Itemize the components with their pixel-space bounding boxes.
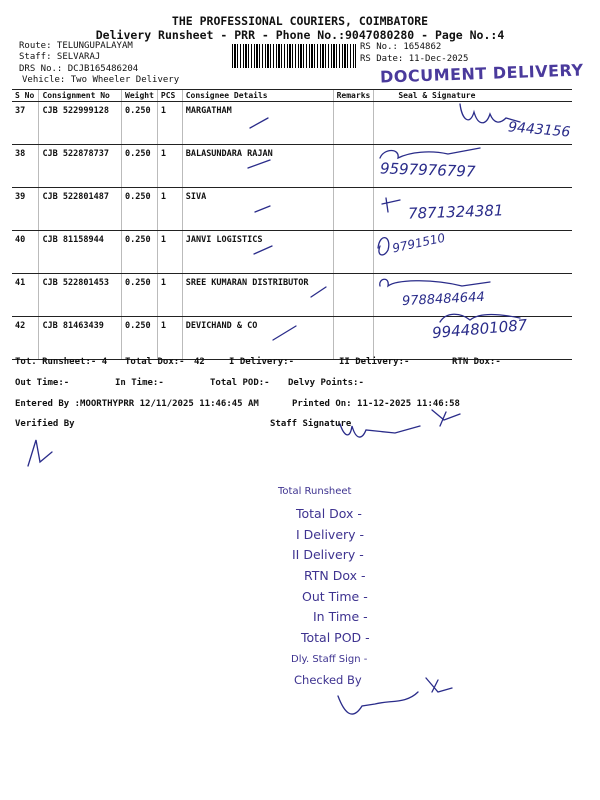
cell-pcs: 1 bbox=[157, 231, 182, 274]
staff-label: Staff: SELVARAJ bbox=[19, 52, 101, 62]
cell-weight: 0.250 bbox=[122, 274, 158, 317]
tick-mark bbox=[311, 287, 326, 297]
cell-weight: 0.250 bbox=[122, 317, 158, 360]
cell-sno: 41 bbox=[12, 274, 39, 317]
cell-consignee: SIVA bbox=[182, 188, 333, 231]
rs-date: RS Date: 11-Dec-2025 bbox=[360, 54, 469, 64]
cell-weight: 0.250 bbox=[122, 231, 158, 274]
verified-signature-scribble bbox=[28, 440, 52, 466]
stamp-total-runsheet: Total Runsheet bbox=[278, 486, 352, 497]
tick-mark bbox=[255, 206, 270, 212]
in-time-label: In Time:- bbox=[115, 378, 164, 388]
cell-consignment: CJB 522999128 bbox=[39, 102, 122, 145]
route-label: Route: TELUNGUPALAYAM bbox=[19, 41, 133, 51]
cell-consignee: DEVICHAND & CO bbox=[182, 317, 333, 360]
company-title: THE PROFESSIONAL COURIERS, COIMBATORE bbox=[171, 14, 429, 28]
i-delivery-label: I Delivery:- bbox=[229, 357, 295, 367]
col-header: Consignment No bbox=[39, 90, 122, 102]
cell-pcs: 1 bbox=[157, 317, 182, 360]
ii-delivery-label: II Delivery:- bbox=[339, 357, 410, 367]
total-dox-value: 42 bbox=[194, 357, 205, 367]
tick-mark bbox=[254, 246, 272, 254]
total-dox-label: Total Dox:- bbox=[125, 357, 185, 367]
cell-consignment: CJB 522801453 bbox=[39, 274, 122, 317]
cell-pcs: 1 bbox=[157, 188, 182, 231]
tick-mark bbox=[248, 160, 270, 168]
handwritten-phone: 9443156 bbox=[507, 119, 571, 141]
col-header: Consignee Details bbox=[182, 90, 333, 102]
stamp-dly-staff-sign: Dly. Staff Sign - bbox=[291, 654, 368, 665]
stamp-total-pod: Total POD - bbox=[301, 630, 370, 645]
handwritten-phone: 9788484644 bbox=[401, 289, 486, 310]
cell-sno: 38 bbox=[12, 145, 39, 188]
cell-consignment: CJB 522801487 bbox=[39, 188, 122, 231]
runsheet-subtitle: Delivery Runsheet - PRR - Phone No.:9047080280 - Page No.:4 bbox=[95, 28, 505, 42]
tot-runsheet-label: Tot. Runsheet:- 4 bbox=[15, 357, 108, 367]
stamp-rtn-dox: RTN Dox - bbox=[304, 568, 366, 583]
cell-consignment: CJB 81463439 bbox=[39, 317, 122, 360]
handwritten-phone: 7871324381 bbox=[407, 201, 504, 223]
stamp-out-time: Out Time - bbox=[302, 589, 368, 604]
signature-scribble bbox=[378, 238, 389, 255]
document-delivery-stamp: DOCUMENT DELIVERY bbox=[379, 60, 584, 87]
verified-by-label: Verified By bbox=[15, 419, 75, 429]
vehicle-label: Vehicle: Two Wheeler Delivery bbox=[22, 75, 180, 85]
printed-on: Printed On: 11-12-2025 11:46:58 bbox=[292, 399, 460, 409]
col-header: Remarks bbox=[333, 90, 374, 102]
stamp-in-time: In Time - bbox=[313, 609, 368, 624]
cell-consignee: BALASUNDARA RAJAN bbox=[182, 145, 333, 188]
staff-signature-label: Staff Signature bbox=[270, 419, 352, 429]
cell-weight: 0.250 bbox=[122, 188, 158, 231]
handwritten-phone: 9791510 bbox=[391, 230, 447, 256]
cell-weight: 0.250 bbox=[122, 145, 158, 188]
total-pod-label: Total POD:- bbox=[210, 378, 270, 388]
stamp-total-dox: Total Dox - bbox=[296, 506, 362, 521]
cell-pcs: 1 bbox=[157, 274, 182, 317]
col-header: PCS bbox=[157, 90, 182, 102]
cell-consignee: MARGATHAM bbox=[182, 102, 333, 145]
signature-scribble bbox=[380, 279, 490, 286]
tick-mark bbox=[273, 326, 296, 340]
cell-sno: 40 bbox=[12, 231, 39, 274]
cell-sno: 37 bbox=[12, 102, 39, 145]
tick-mark bbox=[250, 118, 268, 128]
col-header: Seal & Signature bbox=[374, 90, 572, 102]
stamp-checked-by: Checked By bbox=[294, 673, 362, 687]
col-header: Weight bbox=[122, 90, 158, 102]
cell-sno: 42 bbox=[12, 317, 39, 360]
signature-scribble bbox=[380, 148, 480, 158]
handwritten-phone: 9597976797 bbox=[379, 159, 476, 181]
handwritten-phone: 9944801087 bbox=[431, 315, 529, 343]
entered-by: Entered By :MOORTHYPRR 12/11/2025 11:46:45 AM bbox=[15, 399, 259, 409]
drs-label: DRS No.: DCJB165486204 bbox=[19, 64, 139, 74]
cell-sno: 39 bbox=[12, 188, 39, 231]
signature-scribble bbox=[382, 198, 400, 212]
cell-pcs: 1 bbox=[157, 102, 182, 145]
out-time-label: Out Time:- bbox=[15, 378, 70, 388]
cell-weight: 0.250 bbox=[122, 102, 158, 145]
col-header: S No bbox=[12, 90, 39, 102]
stamp-ii-delivery: II Delivery - bbox=[292, 547, 364, 562]
cell-pcs: 1 bbox=[157, 145, 182, 188]
cell-consignee: SREE KUMARAN DISTRIBUTOR bbox=[182, 274, 333, 317]
stamp-i-delivery: I Delivery - bbox=[296, 527, 365, 542]
cell-consignment: CJB 522878737 bbox=[39, 145, 122, 188]
cell-consignee: JANVI LOGISTICS bbox=[182, 231, 333, 274]
rs-number: RS No.: 1654862 bbox=[360, 42, 442, 52]
staff-signature-scribble bbox=[340, 410, 460, 437]
delvy-points-label: Delvy Points:- bbox=[288, 378, 364, 388]
rtn-dox-label: RTN Dox:- bbox=[452, 357, 501, 367]
cell-consignment: CJB 81158944 bbox=[39, 231, 122, 274]
